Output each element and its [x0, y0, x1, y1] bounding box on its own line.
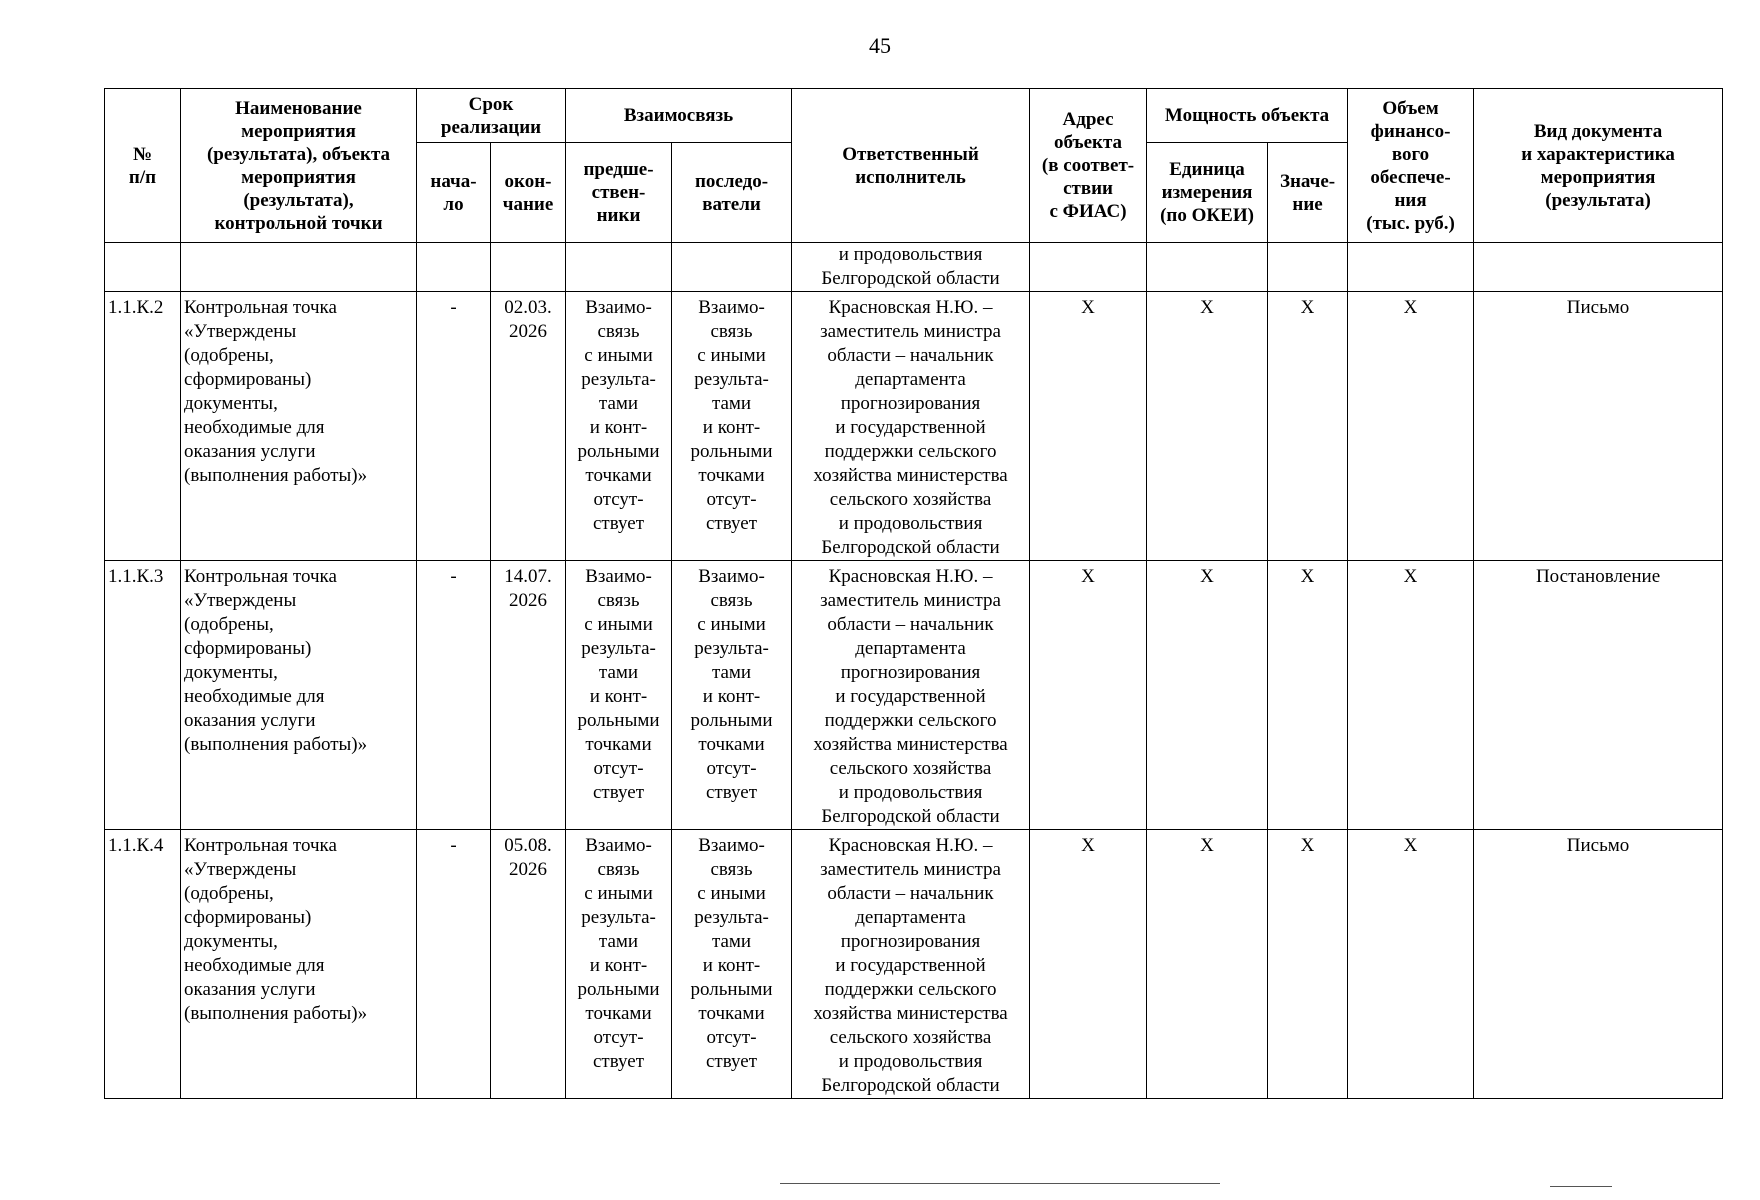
row-address: X: [1030, 561, 1147, 830]
row-value: X: [1268, 292, 1348, 561]
header-name: Наименование мероприятия (результата), объекта мероприятия (результата), контрольной точки: [181, 89, 417, 243]
row-unit: X: [1147, 561, 1268, 830]
row-doc: Постановление: [1474, 561, 1723, 830]
row-next: Взаимо- связь с иными результа- тами и конт- рольными точками отсут- ствует: [672, 830, 792, 1099]
header-capacity: Мощность объекта: [1147, 89, 1348, 143]
header-term-start: нача- ло: [417, 143, 491, 243]
row-start: -: [417, 292, 491, 561]
header-relation-next: последо- ватели: [672, 143, 792, 243]
row-prev: Взаимо- связь с иными результа- тами и конт- рольными точками отсут- ствует: [566, 292, 672, 561]
row-value: X: [1268, 830, 1348, 1099]
row-end: 05.08. 2026: [491, 830, 566, 1099]
row-address: X: [1030, 830, 1147, 1099]
row-name: Контрольная точка «Утверждены (одобрены, сформированы) документы, необходимые для оказания услуги (выполнения работы)»: [181, 292, 417, 561]
header-capacity-value: Значе- ние: [1268, 143, 1348, 243]
row-address: X: [1030, 292, 1147, 561]
row-num: 1.1.К.3: [105, 561, 181, 830]
row-next: Взаимо- связь с иными результа- тами и конт- рольными точками отсут- ствует: [672, 561, 792, 830]
row-doc: Письмо: [1474, 292, 1723, 561]
row-start: -: [417, 561, 491, 830]
header-relation-prev: предше- ствен- ники: [566, 143, 672, 243]
plan-table: [104, 88, 1723, 1099]
page-number: 45: [869, 33, 891, 58]
continuation-row: [105, 243, 1723, 292]
header-address: Адрес объекта (в соответ- ствии с ФИАС): [1030, 89, 1147, 243]
table-row: [105, 561, 1723, 830]
header-relation: Взаимосвязь: [566, 89, 792, 143]
header-num: № п/п: [105, 89, 181, 243]
row-end: 02.03. 2026: [491, 292, 566, 561]
header-capacity-unit: Единица измерения (по ОКЕИ): [1147, 143, 1268, 243]
row-doc: Письмо: [1474, 830, 1723, 1099]
row-unit: X: [1147, 292, 1268, 561]
row-value: X: [1268, 561, 1348, 830]
scan-artifact-line: [1550, 1186, 1612, 1187]
table-row: [105, 292, 1723, 561]
row-executor: Красновская Н.Ю. – заместитель министра области – начальник департамента прогнозирования и государственной поддержки сельского хозяйства министерства сельского хозяйства и продовольствия Белгородской области: [792, 561, 1030, 830]
header-finance: Объем финансо- вого обеспече- ния (тыс. руб.): [1348, 89, 1474, 243]
row-finance: X: [1348, 561, 1474, 830]
row-prev: Взаимо- связь с иными результа- тами и конт- рольными точками отсут- ствует: [566, 561, 672, 830]
row-start: -: [417, 830, 491, 1099]
continuation-executor: и продовольствия Белгородской области: [792, 243, 1030, 292]
row-num: 1.1.К.4: [105, 830, 181, 1099]
header-term: Срок реализации: [417, 89, 566, 143]
row-num: 1.1.К.2: [105, 292, 181, 561]
scan-artifact-line: [780, 1183, 1220, 1184]
row-finance: X: [1348, 292, 1474, 561]
header-doc-type: Вид документа и характеристика мероприятия (результата): [1474, 89, 1723, 243]
row-prev: Взаимо- связь с иными результа- тами и конт- рольными точками отсут- ствует: [566, 830, 672, 1099]
row-executor: Красновская Н.Ю. – заместитель министра области – начальник департамента прогнозирования и государственной поддержки сельского хозяйства министерства сельского хозяйства и продовольствия Белгородской области: [792, 830, 1030, 1099]
row-finance: X: [1348, 830, 1474, 1099]
row-next: Взаимо- связь с иными результа- тами и конт- рольными точками отсут- ствует: [672, 292, 792, 561]
row-executor: Красновская Н.Ю. – заместитель министра области – начальник департамента прогнозирования и государственной поддержки сельского хозяйства министерства сельского хозяйства и продовольствия Белгородской области: [792, 292, 1030, 561]
header-term-end: окон- чание: [491, 143, 566, 243]
row-name: Контрольная точка «Утверждены (одобрены, сформированы) документы, необходимые для оказания услуги (выполнения работы)»: [181, 561, 417, 830]
table-row: [105, 830, 1723, 1099]
row-end: 14.07. 2026: [491, 561, 566, 830]
row-name: Контрольная точка «Утверждены (одобрены, сформированы) документы, необходимые для оказания услуги (выполнения работы)»: [181, 830, 417, 1099]
row-unit: X: [1147, 830, 1268, 1099]
header-executor: Ответственный исполнитель: [792, 89, 1030, 243]
